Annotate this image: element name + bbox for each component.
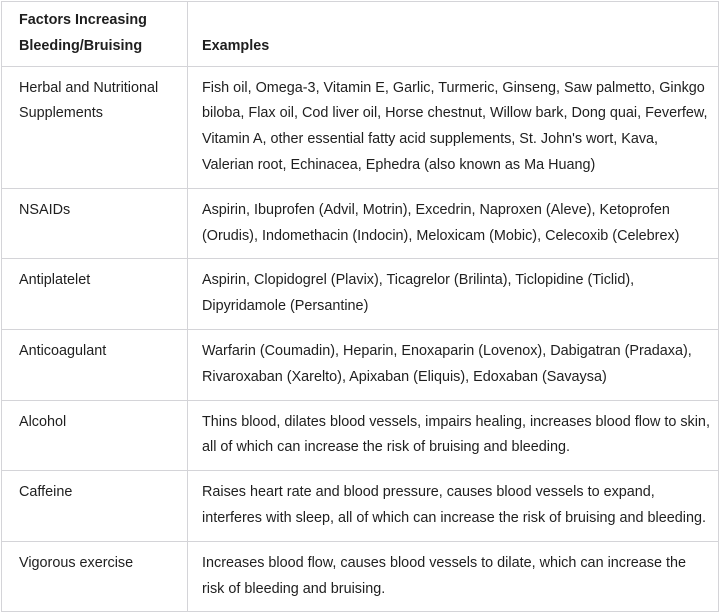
factor-cell: Caffeine [2,471,188,542]
factors-table [1,1,719,612]
table-row [2,400,719,471]
table-row [2,259,719,330]
examples-cell: Fish oil, Omega-3, Vitamin E, Garlic, Turmeric, Ginseng, Saw palmetto, Ginkgo biloba, Flax oil, Cod liver oil, Horse chestnut, Willow bark, Dong quai, Feverfew, Vitamin A, other essential fatty acid supplements, St. John's wort, Kava, Valerian root, Echinacea, Ephedra (also known as Ma Huang) [188,66,719,188]
table-row [2,66,719,188]
header-factors: Factors Increasing Bleeding/Bruising [2,2,188,67]
header-examples: Examples [188,2,719,67]
examples-cell: Thins blood, dilates blood vessels, impairs healing, increases blood flow to skin, all of which can increase the risk of bruising and bleeding. [188,400,719,471]
table-header-row [2,2,719,67]
examples-cell: Aspirin, Ibuprofen (Advil, Motrin), Excedrin, Naproxen (Aleve), Ketoprofen (Orudis), Indomethacin (Indocin), Meloxicam (Mobic), Celecoxib (Celebrex) [188,188,719,259]
examples-cell: Raises heart rate and blood pressure, causes blood vessels to expand, interferes with sleep, all of which can increase the risk of bruising and bleeding. [188,471,719,542]
table-row [2,188,719,259]
factor-cell: Antiplatelet [2,259,188,330]
factor-cell: Herbal and Nutritional Supplements [2,66,188,188]
table-row [2,329,719,400]
factor-cell: Alcohol [2,400,188,471]
factor-cell: Anticoagulant [2,329,188,400]
table-row [2,541,719,612]
examples-cell: Aspirin, Clopidogrel (Plavix), Ticagrelor (Brilinta), Ticlopidine (Ticlid), Dipyridamole (Persantine) [188,259,719,330]
examples-cell: Increases blood flow, causes blood vessels to dilate, which can increase the risk of bleeding and bruising. [188,541,719,612]
table-row [2,471,719,542]
factor-cell: Vigorous exercise [2,541,188,612]
factor-cell: NSAIDs [2,188,188,259]
examples-cell: Warfarin (Coumadin), Heparin, Enoxaparin (Lovenox), Dabigatran (Pradaxa), Rivaroxaban (Xarelto), Apixaban (Eliquis), Edoxaban (Savaysa) [188,329,719,400]
